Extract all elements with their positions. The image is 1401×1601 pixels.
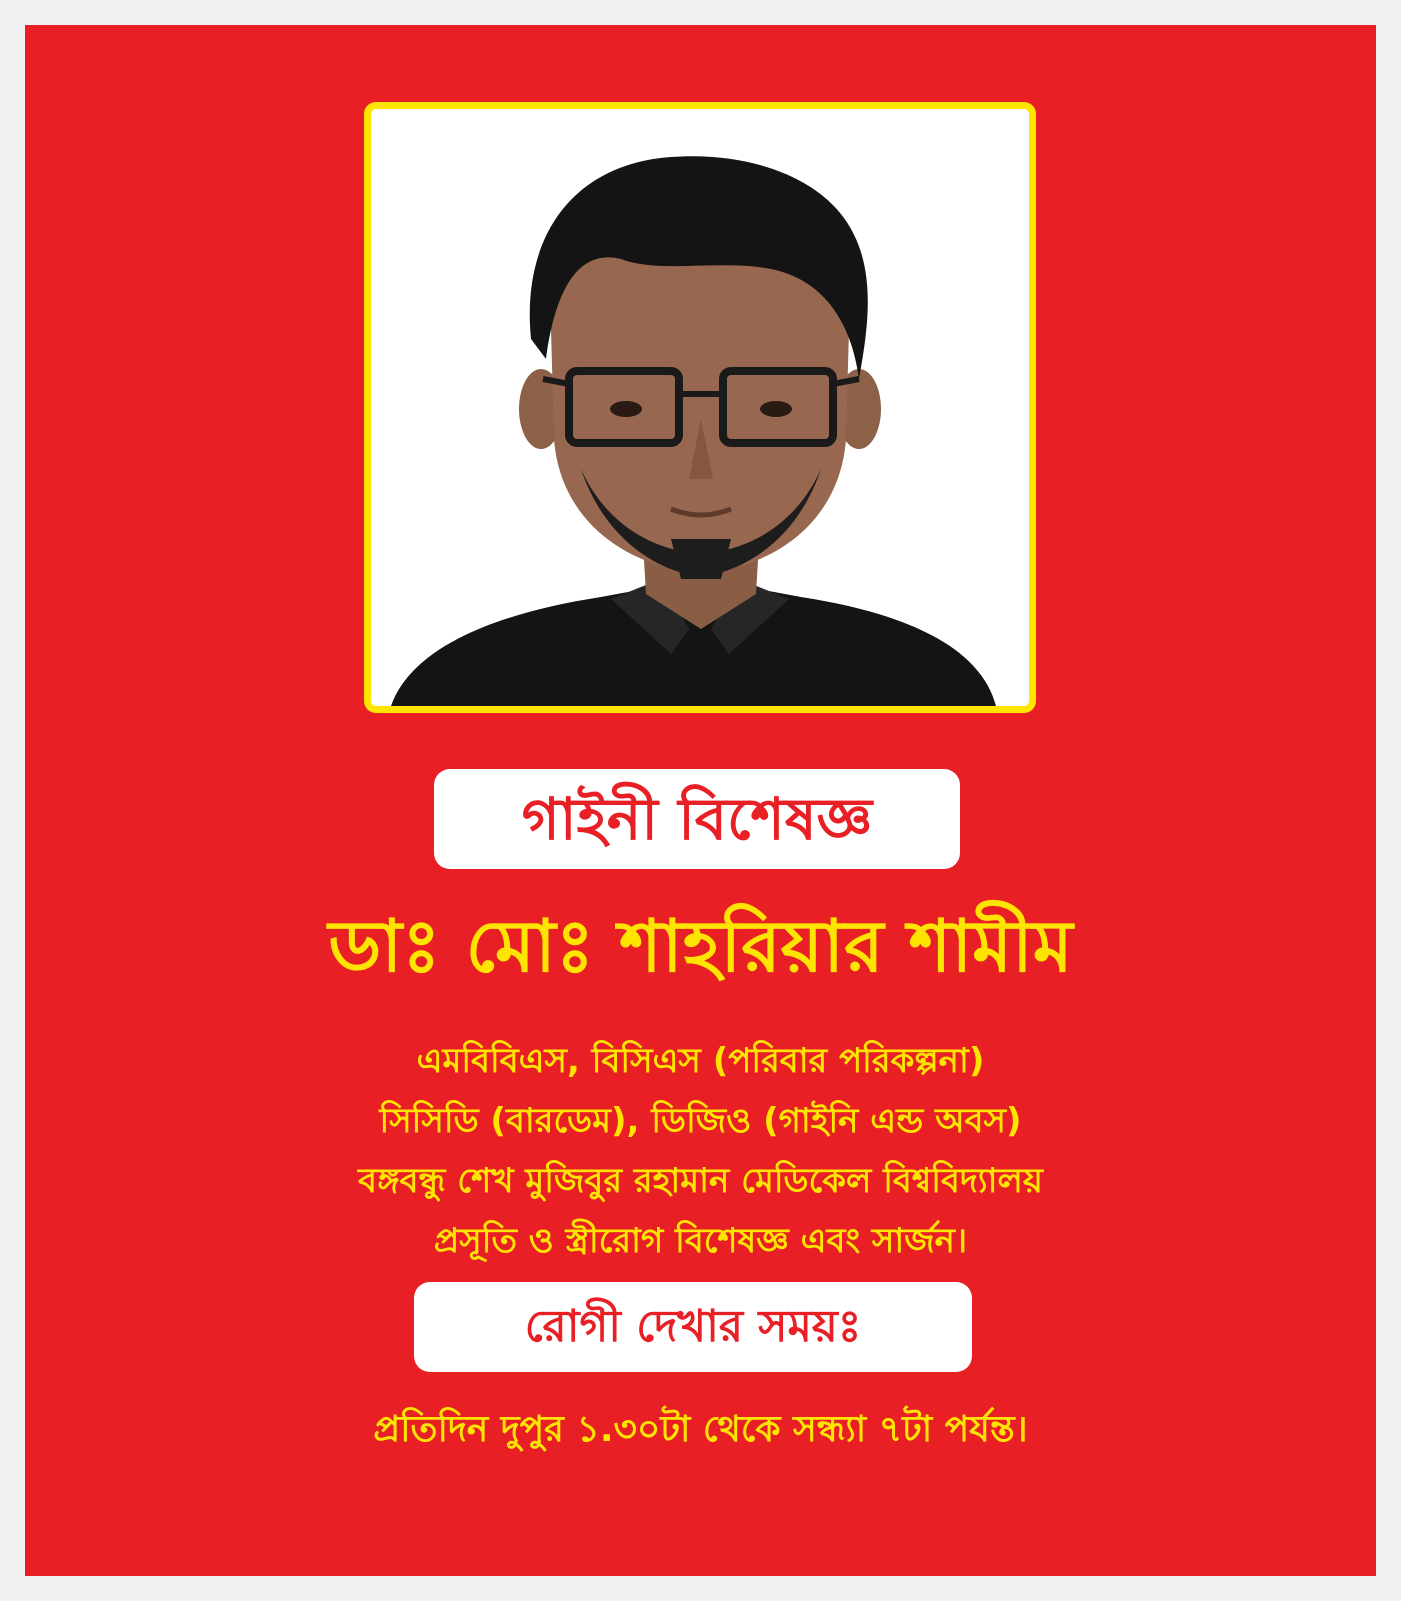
poster-background [25, 25, 1376, 1576]
qualifications-block [25, 1031, 1376, 1271]
doctor-portrait-image [371, 109, 1029, 706]
visiting-hours-badge: রোগী দেখার সময়ঃ [414, 1282, 972, 1372]
doctor-name: ডাঃ মোঃ শাহরিয়ার শামীম [328, 904, 1073, 988]
qualification-line: প্রসূতি ও স্ত্রীরোগ বিশেষজ্ঞ এবং সার্জন। [433, 1221, 968, 1261]
doctor-photo-frame [364, 102, 1036, 713]
specialty-badge: গাইনী বিশেষজ্ঞ [434, 769, 960, 869]
qualification-line: এমবিবিএস, বিসিএস (পরিবার পরিকল্পনা) [416, 1041, 985, 1081]
qualification-line: বঙ্গবন্ধু শেখ মুজিবুর রহামান মেডিকেল বিশ্ববিদ্যালয় [358, 1161, 1043, 1201]
qualification-line: সিসিডি (বারডেম), ডিজিও (গাইনি এন্ড অবস) [379, 1101, 1022, 1141]
visiting-hours-text: প্রতিদিন দুপুর ১.৩০টা থেকে সন্ধ্যা ৭টা পর্যন্ত। [373, 1409, 1028, 1450]
